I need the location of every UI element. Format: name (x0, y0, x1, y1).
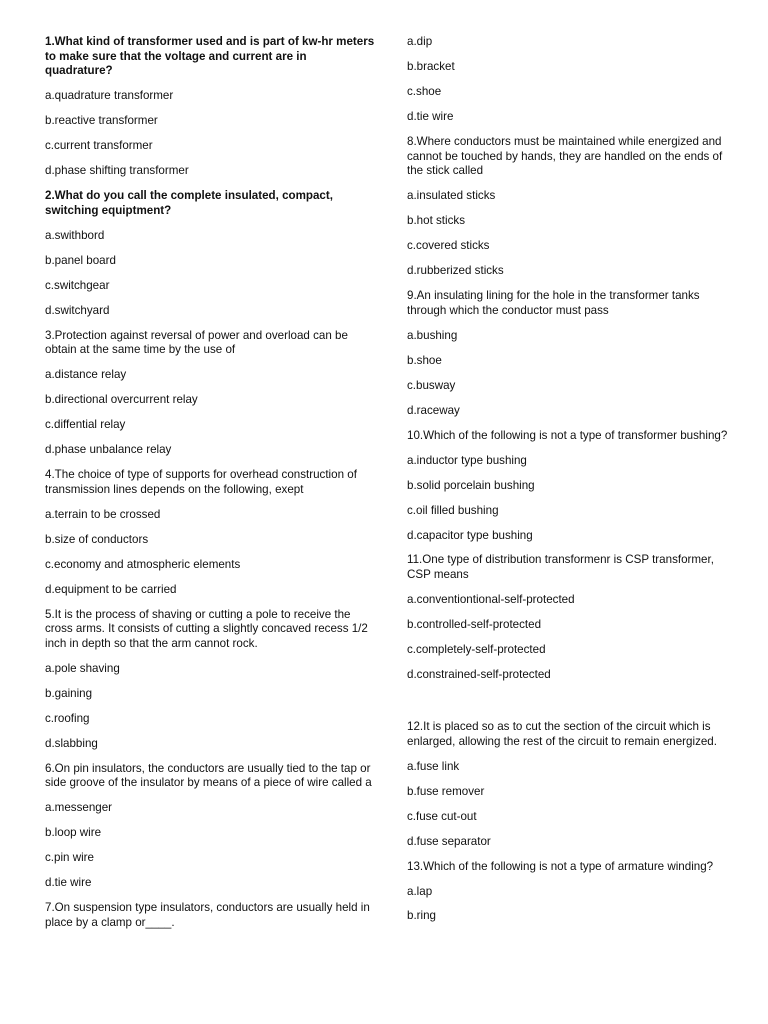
question-block (407, 35, 737, 125)
answer-option: d.switchyard (45, 303, 110, 317)
answer-option: c.completely-self-protected (407, 643, 546, 657)
answer-option: b.ring (407, 909, 437, 923)
answer-option: c.current transformer (45, 139, 153, 153)
answer-option: c.economy and atmospheric elements (45, 557, 241, 571)
answer-option: d.constrained-self-protected (407, 668, 551, 682)
question-text: 6.On pin insulators, the conductors are usually tied to the tap or side groove of the insulator by means of a piece of wire called a (45, 761, 372, 790)
question-block (45, 762, 375, 891)
answer-option: b.gaining (45, 686, 93, 700)
answer-option: d.raceway (407, 403, 460, 417)
answer-option: b.directional overcurrent relay (45, 393, 198, 407)
question-block (407, 289, 737, 418)
question-text: 9.An insulating lining for the hole in the transformer tanks through which the conductor must pass (407, 289, 700, 317)
question-text: 10.Which of the following is not a type of transformer bushing? (407, 428, 728, 442)
question-block (45, 468, 375, 597)
answer-option: d.rubberized sticks (407, 264, 504, 278)
answer-option: b.solid porcelain bushing (407, 478, 535, 492)
answer-option: c.shoe (407, 84, 442, 98)
answer-option: b.size of conductors (45, 532, 149, 546)
answer-option: d.phase unbalance relay (45, 443, 172, 457)
answer-option: b.reactive transformer (45, 114, 158, 128)
answer-option: b.panel board (45, 253, 116, 267)
answer-option: a.quadrature transformer (45, 89, 174, 103)
answer-option: a.insulated sticks (407, 189, 496, 203)
answer-option: b.loop wire (45, 826, 102, 840)
answer-option: c.oil filled bushing (407, 503, 499, 517)
answer-option: d.phase shifting transformer (45, 164, 189, 178)
left-column (45, 35, 375, 941)
answer-option: d.slabbing (45, 736, 98, 750)
question-block (407, 693, 737, 849)
answer-option: b.bracket (407, 59, 455, 73)
answer-option: c.roofing (45, 711, 90, 725)
right-column (407, 35, 737, 934)
answer-option: a.lap (407, 884, 433, 898)
question-block (45, 901, 375, 930)
question-block (407, 429, 737, 544)
answer-option: a.swithbord (45, 228, 105, 242)
question-text: 4.The choice of type of supports for overhead construction of transmission lines depends on the following, exept (45, 468, 357, 496)
answer-option: a.inductor type bushing (407, 453, 527, 467)
question-text: 2.What do you call the complete insulated, compact, switching equiptment? (45, 189, 333, 217)
question-text: 3.Protection against reversal of power and overload can be obtain at the same time by the use of (45, 328, 348, 357)
answer-option: a.bushing (407, 328, 458, 342)
answer-option: b.controlled-self-protected (407, 618, 542, 632)
answer-option: b.fuse remover (407, 784, 485, 798)
question-text: 8.Where conductors must be maintained while energized and cannot be touched by hands, they are handled on the ends of the stick called (407, 134, 723, 178)
answer-option: a.terrain to be crossed (45, 507, 161, 521)
question-text: 5.It is the process of shaving or cutting a pole to receive the cross arms. It consists of cutting a slightly concaved recess 1/2 inch in depth so that the arm cannot rock. (45, 607, 368, 650)
answer-option: d.equipment to be carried (45, 582, 177, 596)
answer-option: c.diffential relay (45, 418, 126, 432)
answer-option: c.busway (407, 378, 456, 392)
answer-option: d.capacitor type bushing (407, 528, 533, 542)
answer-option: d.tie wire (45, 876, 92, 890)
question-block (45, 189, 375, 318)
question-block (45, 608, 375, 752)
answer-option: b.shoe (407, 353, 442, 367)
question-block (45, 329, 375, 458)
answer-option: c.pin wire (45, 851, 94, 865)
answer-option: a.dip (407, 35, 433, 48)
question-text: 11.One type of distribution transformenr is CSP transformer, CSP means (407, 553, 714, 582)
question-block (45, 35, 375, 179)
answer-option: d.fuse separator (407, 834, 491, 848)
question-block (407, 135, 737, 279)
spacer (407, 693, 737, 720)
answer-option: a.messenger (45, 801, 113, 815)
answer-option: a.conventiontional-self-protected (407, 593, 575, 607)
answer-option: c.covered sticks (407, 239, 490, 253)
answer-option: a.fuse link (407, 759, 460, 773)
answer-option: b.hot sticks (407, 214, 465, 228)
answer-option: c.switchgear (45, 278, 110, 292)
question-block (407, 553, 737, 682)
question-text: 12.It is placed so as to cut the section of the circuit which is enlarged, allowing the rest of the circuit to remain energized. (407, 720, 717, 748)
answer-option: d.tie wire (407, 109, 454, 123)
answer-option: a.pole shaving (45, 661, 120, 675)
question-text: 7.On suspension type insulators, conductors are usually held in place by a clamp or____. (45, 901, 370, 929)
question-block (407, 860, 737, 925)
question-text: 13.Which of the following is not a type of armature winding? (407, 859, 714, 873)
answer-option: a.distance relay (45, 368, 127, 382)
answer-option: c.fuse cut-out (407, 809, 477, 823)
question-text: 1.What kind of transformer used and is part of kw-hr meters to make sure that the voltage and current are in quadrature? (45, 35, 375, 78)
